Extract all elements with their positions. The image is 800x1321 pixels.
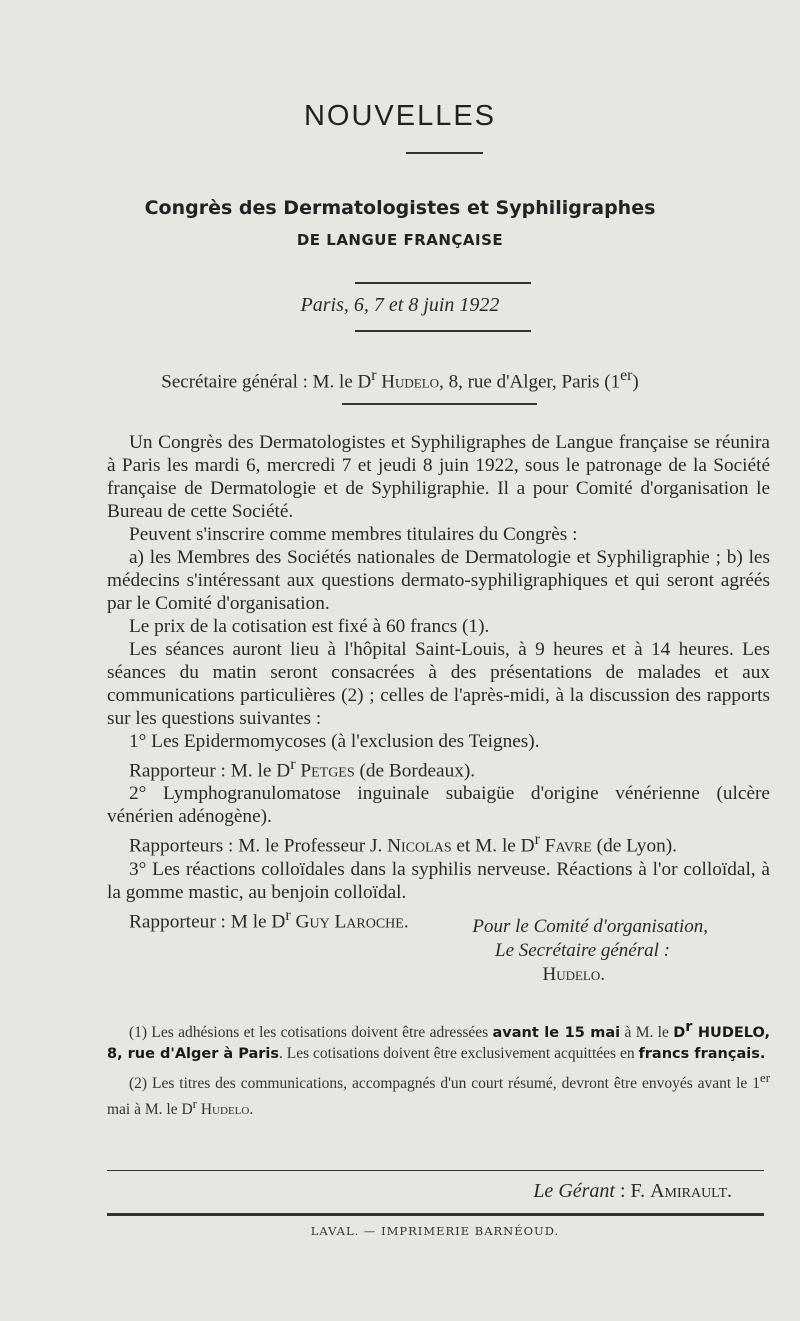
footnotes: [107, 1018, 770, 1119]
rapporteur-name: Favre: [544, 835, 592, 857]
secretary-line: [0, 367, 800, 393]
gerant-line: [107, 1180, 732, 1203]
printer-line: LAVAL. — IMPRIMERIE BARNÉOUD.: [310, 1224, 560, 1238]
question-2: 2° Lymphogranulomatose inguinale subaigüe d'origine vénérienne (ulcère vénérien adénogène).: [107, 783, 770, 828]
rapporteur-prefix: Rapporteur : M le D: [129, 911, 286, 933]
rapporteur-2: [107, 828, 770, 857]
footnote-text: (1) Les adhésions et les cotisations doivent être adressées: [129, 1024, 493, 1042]
rapporteur-name: Petges: [300, 760, 355, 782]
rapporteur-place: (de Bordeaux).: [354, 760, 476, 782]
divider: [406, 152, 483, 154]
rapporteur-name: Nicolas: [387, 835, 452, 857]
announcement-body: [107, 431, 770, 933]
divider: [107, 1170, 764, 1171]
gerant-sep: : F.: [614, 1180, 651, 1202]
page-heading: NOUVELLES: [303, 100, 497, 132]
footnote-emphasis: HUDELO, 8, rue d'Alger à Paris: [107, 1025, 770, 1062]
footnote-text: (2) Les titres des communications, accompagnés d'un court résumé, devront être envoyés avant le 1: [129, 1075, 760, 1093]
signature-block: [400, 915, 720, 987]
footnote-2: [107, 1068, 770, 1119]
divider: [355, 282, 531, 284]
footnote-sup: r: [192, 1095, 197, 1111]
rapporteur-prefix: Rapporteurs : M. le Professeur J.: [129, 835, 388, 857]
footnote-text: . Les cotisations doivent être exclusivement acquittées en: [279, 1044, 639, 1062]
rapporteur-joiner: et M. le D: [451, 835, 535, 857]
secretary-name: Hudelo: [381, 371, 440, 393]
secretary-address: , 8, rue d'Alger, Paris (1: [439, 371, 621, 393]
secretary-prefix: Secrétaire général : M. le D: [161, 371, 372, 393]
signature-line: Le Secrétaire général :: [495, 940, 670, 961]
question-1: 1° Les Epidermomycoses (à l'exclusion des Teignes).: [129, 731, 540, 752]
footnote-emphasis: francs français.: [638, 1045, 766, 1062]
signature-line: Pour le Comité d'organisation,: [472, 916, 708, 937]
rapporteur-name: Guy Laroche.: [295, 911, 409, 933]
rapporteur-prefix: Rapporteur : M. le D: [129, 760, 291, 782]
footnote-sup: r: [685, 1019, 693, 1035]
divider: [355, 330, 531, 332]
paragraph: Un Congrès des Dermatologistes et Syphiligraphes de Langue française se réunira à Paris les mardi 6, mercredi 7 et jeudi 8 juin 1922, sous le patronage de la Société française de Dermatologie et de Syphiligraphie. Il a pour Comité d'organisation le Bureau de cette Société.: [107, 432, 770, 522]
congress-subtitle: DE LANGUE FRANÇAISE: [296, 231, 504, 249]
signature-name: Hudelo.: [542, 964, 605, 985]
congress-dates: Paris, 6, 7 et 8 juin 1922: [300, 294, 500, 316]
rapporteur-1: [107, 753, 770, 782]
question-3: 3° Les réactions colloïdales dans la syphilis nerveuse. Réactions à l'or colloïdal, à la gomme mastic, au benjoin colloïdal.: [107, 858, 770, 903]
arrondissement-sup: er: [620, 367, 633, 384]
footnote-text: à M. le: [620, 1024, 674, 1042]
paragraph: Le prix de la cotisation est fixé à 60 francs (1).: [129, 616, 490, 637]
secretary-close: ): [632, 371, 639, 393]
title-sup: r: [534, 831, 540, 849]
paragraph: a) les Membres des Sociétés nationales de Dermatologie et Syphiligraphie ; b) les médecins s'intéressant aux questions dermato-syphiligraphiques et qui seront agréés par le Comité d'organisation.: [107, 547, 770, 614]
footnote-1: [107, 1018, 770, 1064]
footnote-sup: er: [759, 1070, 770, 1086]
gerant-label: Le Gérant: [533, 1180, 615, 1202]
rapporteur-place: (de Lyon).: [591, 835, 677, 857]
paragraph: Les séances auront lieu à l'hôpital Saint-Louis, à 9 heures et à 14 heures. Les séances du matin seront consacrées à des présentations de malades et aux communications particulières (2) ; celles de l'après-midi, à la discussion des rapports sur les questions suivantes :: [107, 639, 770, 729]
footnote-text: mai à M. le D: [107, 1100, 193, 1118]
congress-title: Congrès des Dermatologistes et Syphiligraphes: [144, 197, 656, 219]
divider: [107, 1213, 764, 1216]
secretary-sup: r: [371, 367, 377, 384]
divider: [342, 403, 537, 405]
title-sup: r: [290, 756, 296, 773]
title-sup: r: [285, 906, 291, 924]
paragraph: Peuvent s'inscrire comme membres titulaires du Congrès :: [129, 524, 578, 545]
footnote-emphasis: D: [673, 1025, 686, 1042]
footnote-name: Hudelo.: [200, 1100, 254, 1118]
gerant-name: Amirault.: [650, 1180, 732, 1202]
footnote-emphasis: avant le 15 mai: [492, 1025, 621, 1042]
